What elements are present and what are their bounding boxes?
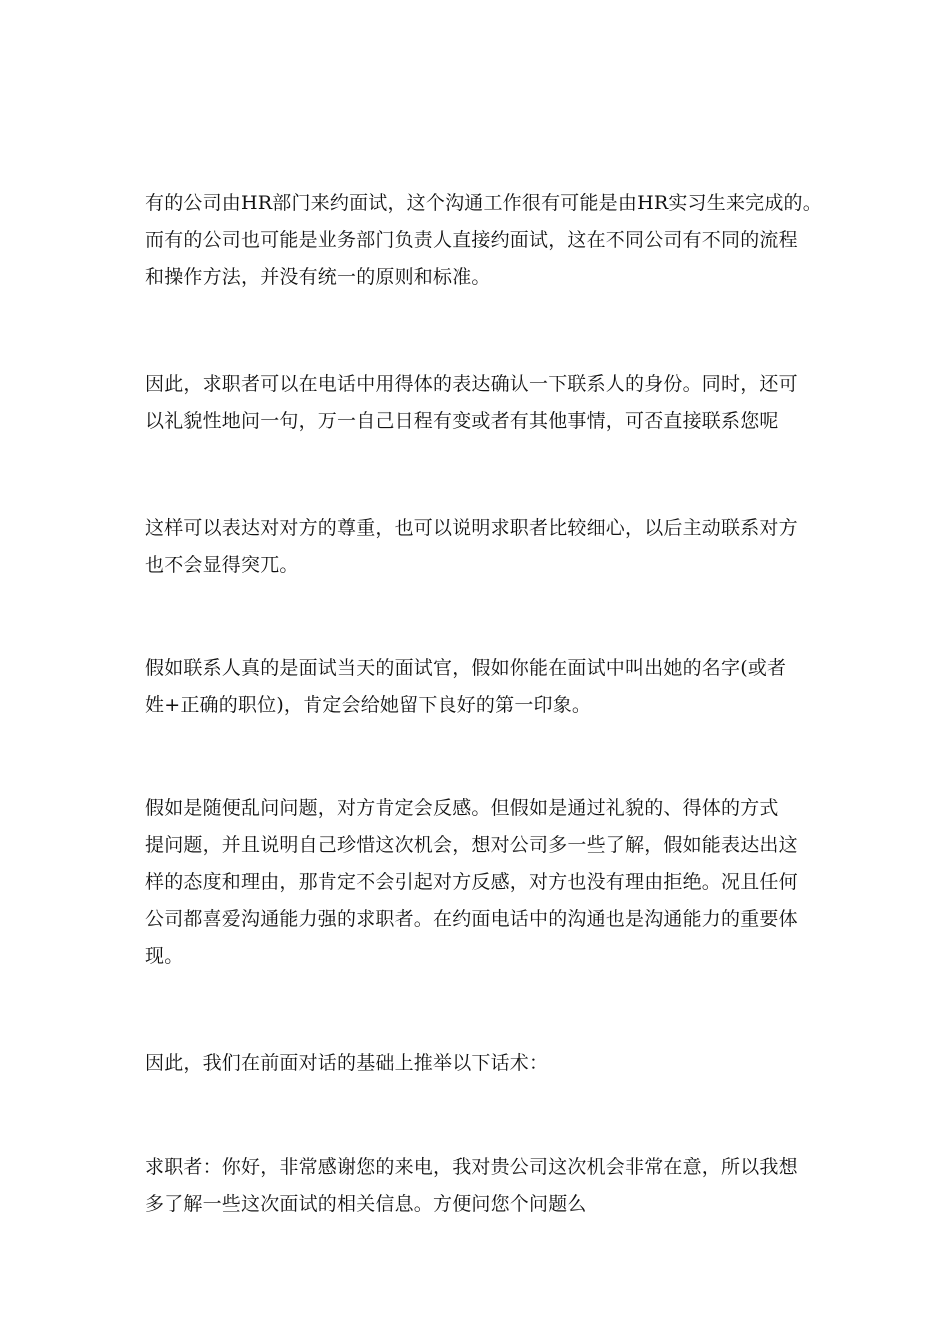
paragraph-recommended-script <box>145 1045 825 1082</box>
paragraph-asking-questions <box>145 790 825 975</box>
text-line: 因此，求职者可以在电话中用得体的表达确认一下联系人的身份。同时，还可 <box>145 373 798 395</box>
text-line: 和操作方法，并没有统一的原则和标准。 <box>145 266 491 288</box>
text-line: 假如联系人真的是面试当天的面试官，假如你能在面试中叫出她的名字(或者 <box>145 657 787 679</box>
text-line: 有的公司由HR部门来约面试，这个沟通工作很有可能是由HR实习生来完成的。 <box>145 192 822 214</box>
text-line: 提问题，并且说明自己珍惜这次机会，想对公司多一些了解，假如能表达出这 <box>145 834 798 856</box>
paragraph-confirm-identity <box>145 366 825 440</box>
text-line: 姓+正确的职位)，肯定会给她留下良好的第一印象。 <box>145 694 592 716</box>
text-line: 以礼貌性地问一句，万一自己日程有变或者有其他事情，可否直接联系您呢 <box>145 410 779 432</box>
text-line: 公司都喜爱沟通能力强的求职者。在约面电话中的沟通也是沟通能力的重要体 <box>145 908 798 930</box>
text-line: 因此，我们在前面对话的基础上推举以下话术： <box>145 1052 549 1074</box>
text-line: 假如是随便乱问问题，对方肯定会反感。但假如是通过礼貌的、得体的方式 <box>145 797 779 819</box>
paragraph-respect <box>145 510 825 584</box>
text-line: 这样可以表达对对方的尊重，也可以说明求职者比较细心，以后主动联系对方 <box>145 517 798 539</box>
text-line: 现。 <box>145 945 184 967</box>
text-line: 也不会显得突兀。 <box>145 554 299 576</box>
paragraph-interviewer-name <box>145 650 825 724</box>
text-line: 多了解一些这次面试的相关信息。方便问您个问题么 <box>145 1193 587 1215</box>
text-line: 求职者：你好，非常感谢您的来电，我对贵公司这次机会非常在意，所以我想 <box>145 1156 798 1178</box>
paragraph-candidate-dialogue <box>145 1149 825 1223</box>
text-line: 而有的公司也可能是业务部门负责人直接约面试，这在不同公司有不同的流程 <box>145 229 798 251</box>
paragraph-hr-intro <box>145 185 825 296</box>
text-line: 样的态度和理由，那肯定不会引起对方反感，对方也没有理由拒绝。况且任何 <box>145 871 798 893</box>
